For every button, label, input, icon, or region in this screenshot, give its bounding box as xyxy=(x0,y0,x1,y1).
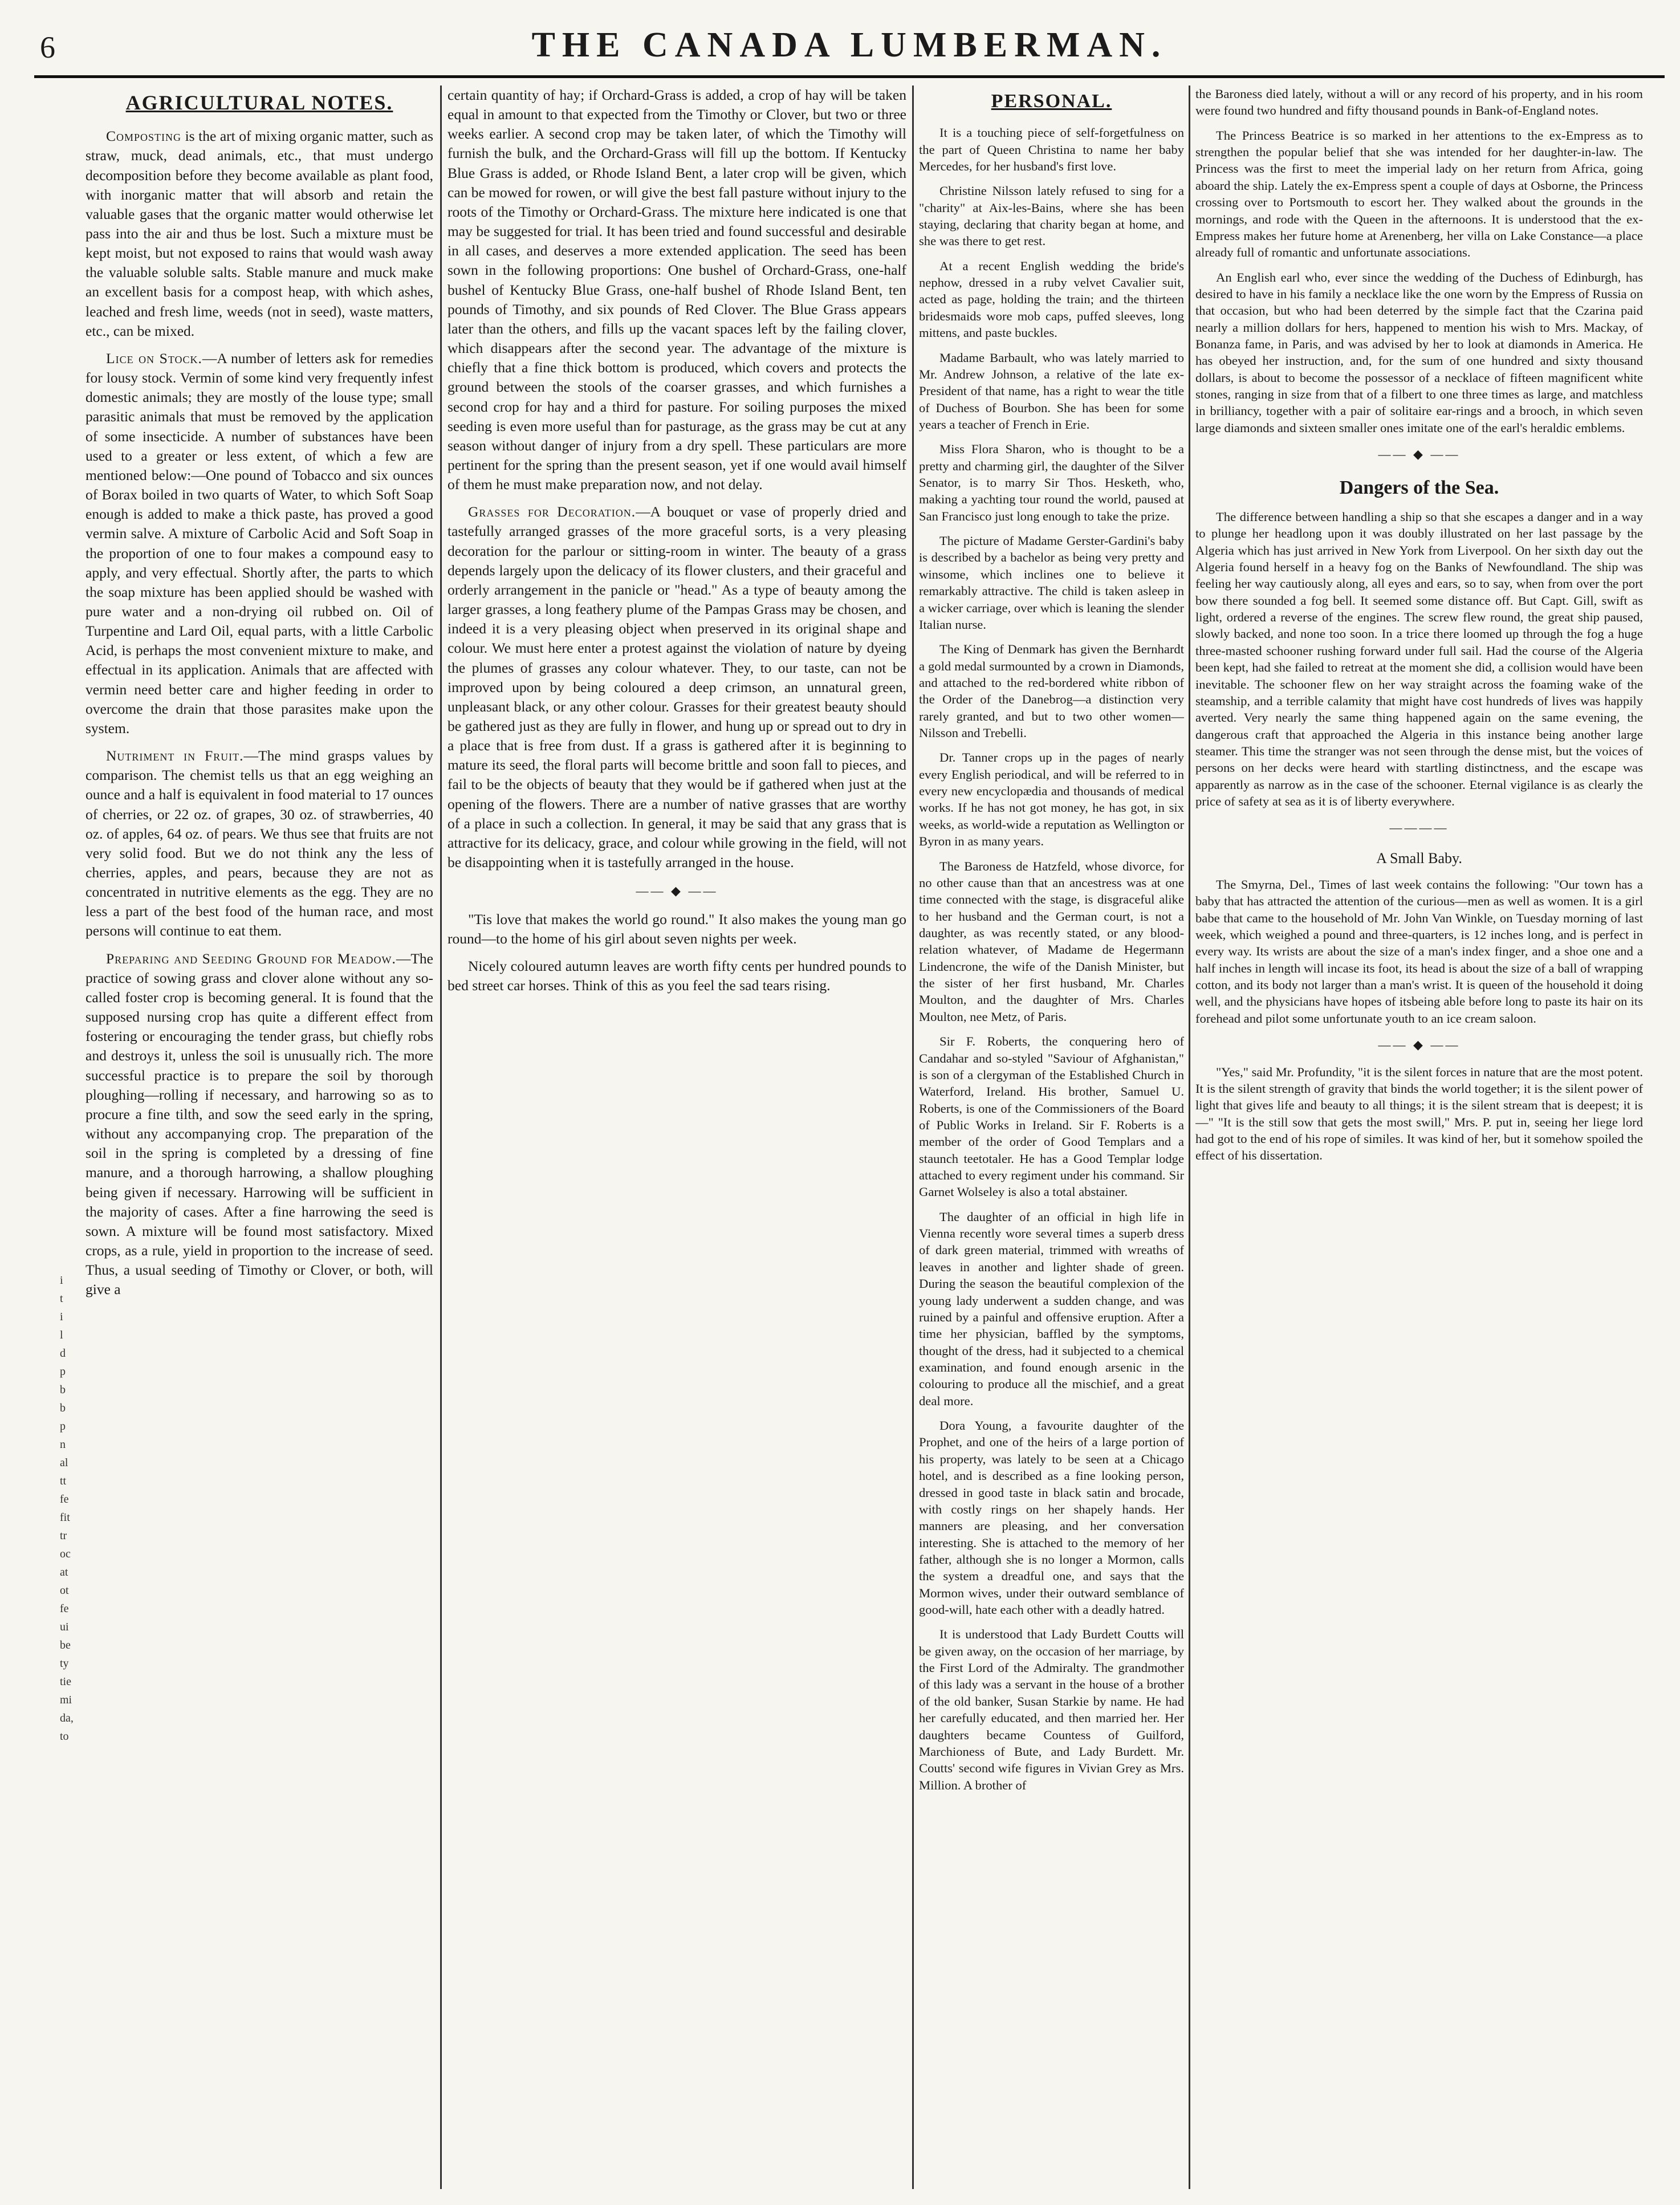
margin-note: i xyxy=(60,1311,63,1323)
article-paragraph: "Tis love that makes the world go round." It also makes the young man go round—to the home of his girl about seven nights per week. xyxy=(448,910,906,947)
ornament-divider: —— ◆ —— xyxy=(1378,1038,1461,1052)
article-paragraph: The picture of Madame Gerster-Gardini's baby is described by a bachelor as being very pretty and winsome, which inclines one to believe it remarkably attractive. The child is taken asleep in a wicker carriage, over which is leaning the slender Italian nurse. xyxy=(919,534,1184,632)
margin-note: ty xyxy=(60,1657,69,1670)
margin-note: oc xyxy=(60,1548,71,1560)
page-number: 6 xyxy=(40,30,55,64)
section-title: AGRICULTURAL NOTES. xyxy=(125,91,393,114)
article-paragraph: The Baroness de Hatzfeld, whose divorce, for no other cause than that an ancestress was at one time connected with the stage, is disgraceful alike to her husband and the German court, is not a daughter, as was recently stated, or any blood-relation whatever, of Madame de Hegermann Lindencrone, the wife of the Danish Minister, but the sister of her first husband, Mr. Charles Moulton, and the daughter of Mrs. Charles Moulton, nee Metz, of Paris. xyxy=(919,859,1184,1024)
article-paragraph: Christine Nilsson lately refused to sing for a "charity" at Aix-les-Bains, where she has been staying, declaring that charity began at home, and she was there to get rest. xyxy=(919,184,1184,249)
margin-note: p xyxy=(60,1365,66,1378)
margin-note: to xyxy=(60,1730,69,1743)
paragraph-lead: Composting xyxy=(106,128,182,145)
margin-note: ot xyxy=(60,1584,69,1597)
margin-note: n xyxy=(60,1438,66,1451)
column-rule xyxy=(1189,86,1190,2189)
masthead-title: THE CANADA LUMBERMAN. xyxy=(531,26,1168,64)
margin-note: p xyxy=(60,1420,66,1433)
margin-note: fe xyxy=(60,1602,69,1615)
margin-note: b xyxy=(60,1384,66,1396)
margin-note: i xyxy=(60,1274,63,1287)
paragraph-body: —A bouquet or vase of properly dried and tastefully arranged grasses of the more graceful sorts, is a very pleasing decoration for the parlour or sitting-room in winter. The beauty of a grass depends largely upon the delicacy of its flower clusters, and their graceful and orderly arrangement in the panicle or "head." As a type of beauty among the larger grasses, a long feathery plume of the Pampas Grass may be chosen, and indeed it is a very pleasing object when preserved in its original shape and colour. We must here enter a protest against the violation of nature by dyeing the plumes of grasses any colour whatever. They, to our taste, can not be improved upon by being coloured a deep crimson, an unnatural green, unpleasant black, or any other colour. Grasses for their greatest beauty should be gathered just as they are fully in flower, and hung up or spread out to dry in a place that is free from dust. If a grass is gathered after it is beginning to mature its seed, the floral parts will become brittle and soon fall to pieces, and fail to be the objects of beauty that they would be if gathered when just at the opening of the flowers. There are a number of native grasses that are worthy of a place in such a collection. In general, it may be said that any grass that is attractive for its delicacy, grace, and colour while growing in the field, will not be disappointing when it is tastefully arranged in the house. xyxy=(448,503,906,871)
article-paragraph: It is understood that Lady Burdett Coutts will be given away, on the occasion of her marriage, by the First Lord of the Admiralty. The grandmother of this lady was a servant in the house of a brother of the old banker, Susan Starkie by name. He had her carefully educated, and then married her. Her daughters became Countess of Guilford, Marchioness of Bute, and Lady Burdett. Mr. Coutts' second wife figures in Vivian Grey as Mrs. Million. A brother of xyxy=(919,1627,1184,1792)
paragraph-body: is the art of mixing organic matter, such as straw, muck, dead animals, etc., that must undergo decomposition before they become available as plant food, with inorganic matter that will absorb and retain the valuable gases that the organic matter would otherwise let pass into the air and thus be lost. Such a mixture must be kept moist, but not exposed to rains that would wash away the valuable soluble salts. Stable manure and muck make an excellent basis for a compost heap, with which ashes, leached and fresh lime, weeds (not in seed), waste matters, etc., can be mixed. xyxy=(86,128,433,339)
column-rule xyxy=(440,86,442,2189)
article-paragraph: The Smyrna, Del., Times of last week contains the following: "Our town has a baby that has attracted the attention of the curious—men as well as women. It is a girl babe that came to the household of Mr. John Van Winkle, on Tuesday morning of last week, which weighed a pound and three-quarters, is 12 inches long, and is perfect in every way. Its wrists are about the size of a man's index finger, and a shoe one and a half inches in length will incase its foot, its head is about the size of a ball of wrapping cotton, and its body not larger than a man's wrist. It is queen of the household it doing well, and the physicians have hopes of itsbeing able before long to paste its hair on its forehead and pilot some unfortunate youth to an ice cream saloon. xyxy=(1195,877,1643,1026)
paragraph-lead: Grasses for Decoration. xyxy=(468,503,636,520)
column-rule xyxy=(912,86,914,2189)
paragraph-body: —A number of letters ask for remedies for lousy stock. Vermin of some kind very frequently infest domestic animals; they are mostly of the louse type; small parasitic animals that must be removed by the application of some insecticide. A number of substances have been used to a greater or less extent, of which a few are mentioned below:—One pound of Tobacco and six ounces of Borax boiled in two quarts of Water, to which Soft Soap enough is added to make a thick paste, has proved a good vermin salve. A mixture of Carbolic Acid and Soft Soap in the proportion of one to four makes a compound easy to apply, and very effectual. Shortly after, the parts to which the soap mixture has been applied should be washed with pure water and a non-drying oil rubbed on. Oil of Turpentine and Lard Oil, equal parts, with a little Carbolic Acid, is perhaps the most convenient mixture to make, and effectual in its application. Animals that are affected with vermin need better care and higher feeding in order to overcome the drain that those parasites make upon the system. xyxy=(86,349,433,737)
margin-note: ui xyxy=(60,1621,69,1633)
page-header xyxy=(34,13,1665,78)
margin-note: d xyxy=(60,1347,66,1360)
section-title: Dangers of the Sea. xyxy=(1339,477,1499,498)
article-paragraph: An English earl who, ever since the wedding of the Duchess of Edinburgh, has desired to have in his family a necklace like the one worn by the Empress of Russia on that occasion, but who had been deterred by the simple fact that the Czarina paid nearly a million dollars for hers, happened to mention his wish to Mrs. Mackay, of Bonanza fame, in Paris, and was advised by her to look at diamonds in America. He has obeyed her instruction, and, for the sum of one hundred and sixty thousand dollars, is about to become the possessor of a necklace of fifteen magnificent white stones, ranging in size from that of a filbert to one three times as large, and matchless in brilliancy, together with a pair of solitaire ear-rings and a brooch, in which seven large diamonds and sixteen smaller ones imitate one of the earl's heraldic emblems. xyxy=(1195,270,1643,435)
margin-note: mi xyxy=(60,1694,72,1706)
column-agricultural-notes xyxy=(86,86,433,2189)
article-paragraph xyxy=(86,127,433,341)
article-paragraph: Miss Flora Sharon, who is thought to be a pretty and charming girl, the daughter of the Silver Senator, is to marry Sir Thos. Hesketh, who, making a yachting tour round the world, paused at San Francisco just long enough to take the prize. xyxy=(919,442,1184,523)
section-title: PERSONAL. xyxy=(991,91,1112,112)
margin-note: tie xyxy=(60,1675,71,1688)
article-paragraph: The difference between handling a ship so that she escapes a danger and in a way to plunge her headlong upon it was doubly illustrated on her last passage by the Algeria which has just arrived in New York from Liverpool. On her sixth day out the Algeria found herself in a heavy fog on the Banks of Newfoundland. The ship was feeling her way cautiously along, all eyes and ears, so to say, when from over the port bow there sounded a fog bell. It seemed some distance off. But Capt. Gill, swift as light, ordered a reverse of the engines. The screw flew round, the great ship paused, slowly backed, and none too soon. In a trice there loomed up through the fog a huge three-masted schooner rushing forward under full sail. Had the course of the Algeria been kept, had she failed to retreat at the moment she did, a collision would have been inevitable. The schooner flew on her way straight across the foaming wake of the steamship, and a terrible calamity that might have cost hundreds of lives was happily averted. Very nearly the same thing happened again on the same evening, the dangerous craft that approached the Algeria in this instance being another large steamer. This time the stranger was not seen through the dense mist, but the voices of persons on her decks were heard with startling distinctness, and the escape was apparently as narrow as in the case of the schooner. Eternal vigilance is as clearly the price of safety at sea as it is of liberty everywhere. xyxy=(1195,509,1643,809)
margin-note: al xyxy=(60,1457,68,1469)
paragraph-body: —The practice of sowing grass and clover alone without any so-called foster crop is becoming general. It is found that the supposed nursing crop has quite a different effect from fostering or encouraging the tender grass, but chiefly robs and destroys it, unless the soil is unusually rich. The more successful practice is to prepare the soil by thorough ploughing—rolling if necessary, and harrowing so as to procure a fine tilth, and sow the seed early in the spring, without any accompanying crop. The preparation of the soil in the spring is completed by a dressing of fine manure, and a thorough harrowing, a shallow ploughing being given if necessary. Harrowing will be sufficient in the majority of cases. After a fine harrowing the seed is sown. A mixture will be found most satisfactory. Mixed crops, as a rule, yield in proportion to the increase of seed. Thus, a usual seeding of Timothy or Clover, or both, will give a xyxy=(86,950,433,1298)
margin-note: tt xyxy=(60,1475,67,1487)
article-paragraph: The daughter of an official in high life in Vienna recently wore several times a superb dress of dark green material, trimmed with wreaths of leaves in another and lighter shade of green. During the season the beautiful complexion of the young lady underwent a sudden change, and was ruined by a painful and offensive eruption. After a time her physician, baffled by the symptoms, thought of the dress, had it subjected to a chemical examination, and found enough arsenic in the colouring to produce all the mischief, and a great deal more. xyxy=(919,1209,1184,1408)
ornament-divider: —— ◆ —— xyxy=(636,884,718,898)
margin-note: at xyxy=(60,1566,68,1579)
article-paragraph: "Yes," said Mr. Profundity, "it is the silent forces in nature that are the most potent. It is the silent strength of gravity that binds the world together; it is the silent power of light that gives life and beauty to all things; it is the silent stream that is deepest; it is—" "It is the still sow that gets the most swill," Mrs. P. put in, seeing her liege lord had got to the end of his rope of similes. It was kind of her, but it somehow spoiled the effect of his dissertation. xyxy=(1195,1064,1643,1163)
article-paragraph: The King of Denmark has given the Bernhardt a gold medal surmounted by a crown in Diamonds, and attached to the red-bordered white ribbon of the Order of the Danebrog—a distinction very rarely granted, and but to two other women—Nilsson and Trebelli. xyxy=(919,642,1184,741)
article-paragraph: The Princess Beatrice is so marked in her attentions to the ex-Empress as to strengthen the popular belief that she was intended for her daughter-in-law. The Princess was the first to meet the imperial lady on her return from Africa, going aboard the ship. Lately the ex-Empress spent a couple of days at Osborne, the Princess crossing over to Portsmouth to escort her. They walked about the grounds in the mornings, and rode with the Queen in the afternoons. It is understood that the ex-Empress makes her future home at Arenenberg, her villa on Lake Constance—a place already full of romantic and unfortunate associations. xyxy=(1195,128,1643,260)
ornament-divider: —— ◆ —— xyxy=(1378,447,1461,462)
column-agricultural-continued xyxy=(448,86,906,2189)
margin-note: l xyxy=(60,1329,63,1341)
margin-note: fe xyxy=(60,1493,69,1506)
paragraph-lead: Preparing and Seeding Ground for Meadow. xyxy=(106,950,396,967)
margin-note: b xyxy=(60,1402,66,1414)
column-personal xyxy=(919,86,1184,2189)
margin-note: be xyxy=(60,1639,71,1651)
article-paragraph xyxy=(86,746,433,941)
article-paragraph xyxy=(448,502,906,872)
article-paragraph: At a recent English wedding the bride's nephow, dressed in a ruby velvet Cavalier suit, acted as page, holding the train; and the thirteen bridesmaids wore mob caps, puffed sleeves, long mittens, and paste buckles. xyxy=(919,258,1184,340)
article-paragraph: certain quantity of hay; if Orchard-Grass is added, a crop of hay will be taken equal in amount to that expected from the Timothy or Clover, but two or three weeks earlier. A second crop may be taken later, of which the Timothy will furnish the bulk, and the Orchard-Grass will fill up the bottom. If Kentucky Blue Grass is added, or Rhode Island Bent, a later crop will be given, which can be mowed for rowen, or will give the best fall pasture without injury to the roots of the Timothy or Orchard-Grass. The mixture here indicated is one that may be suggested for trial. It has been tried and found successful and desirable in all cases, and deserves a more extended application. The seed has been sown in the following proportions: One bushel of Orchard-Grass, one-half bushel of Kentucky Blue Grass, one-half bushel of Rhode Island Bent, ten pounds of Timothy, and six pounds of Red Clover. The Blue Grass appears later than the others, and fills up the vacant spaces left by the failing clover, which disappears after the second year. The advantage of the mixture is chiefly that a fine thick bottom is produced, which covers and protects the ground between the stools of the coarser grasses, and which furnishes a second crop for hay and a third for pasture. For soiling purposes the mixed seeding is even more useful than for pasturage, as the grass may be cut at any season without danger of injury from a dry spell. These particulars are more pertinent for the spring than the present season, yet if one would avail himself of them he must make preparation now, and not delay. xyxy=(448,87,906,493)
margin-note: t xyxy=(60,1292,63,1305)
paragraph-lead: Lice on Stock. xyxy=(106,349,202,367)
article-paragraph: It is a touching piece of self-forgetfulness on the part of Queen Christina to name her baby Mercedes, for her husband's first love. xyxy=(919,125,1184,173)
article-paragraph: Sir F. Roberts, the conquering hero of Candahar and so-styled "Saviour of Afghanistan," is son of a clergyman of the Established Church in Waterford, Ireland. His brother, Samuel U. Roberts, is one of the Commissioners of the Board of Public Works in Ireland. Sir F. Roberts is a member of the order of Good Templars and a staunch teetotaler. He has a Good Templar lodge attached to every regiment under his command. Sir Garnet Wolseley is also a total abstainer. xyxy=(919,1034,1184,1199)
column-miscellany xyxy=(1195,86,1643,2189)
margin-note: fit xyxy=(60,1511,70,1524)
article-paragraph: the Baroness died lately, without a will or any record of his property, and in his room were found two hundred and fifty thousand pounds in Bank-of-England notes. xyxy=(1195,87,1643,118)
margin-notes xyxy=(60,1271,83,1746)
article-paragraph: Dr. Tanner crops up in the pages of nearly every English periodical, and will be referred to in every new encyclopædia and thousands of medical works. If he has not got money, he has got, in six weeks, as world-wide a reputation as Wellington or Byron in as many years. xyxy=(919,750,1184,849)
article-paragraph: Dora Young, a favourite daughter of the Prophet, and one of the heirs of a large portion of his property, was lately to be seen at a Chicago hotel, and is described as a fine looking person, dressed in good taste in black satin and brocade, with costly rings on her shapely hands. Her manners are pleasing, and her conversation interesting. She is attached to the memory of her father, although she is no longer a Mormon, calls the system a dreadful one, and says that the Mormon wives, under their outward semblance of good-will, hate each other with a deadly hatred. xyxy=(919,1418,1184,1617)
paragraph-body: —The mind grasps values by comparison. The chemist tells us that an egg weighing an ounce and a half is equivalent in food material to 17 ounces of cherries, or 22 oz. of grapes, 30 oz. of strawberries, 40 oz. of apples, 64 oz. of pears. We thus see that fruits are not very solid food. But we do not think any the less of cherries, apples, and pears, because they are not as concentrated in nutritive elements as the egg. They are no less a part of the best food of the human race, and most persons will continue to eat them. xyxy=(86,747,433,939)
paragraph-lead: Nutriment in Fruit. xyxy=(106,747,244,764)
article-paragraph: Nicely coloured autumn leaves are worth fifty cents per hundred pounds to bed street car horses. Think of this as you feel the sad tears rising. xyxy=(448,958,906,994)
section-title: A Small Baby. xyxy=(1376,850,1462,867)
article-paragraph xyxy=(86,949,433,1300)
margin-note: tr xyxy=(60,1529,67,1542)
ornament-divider: ———— xyxy=(1389,820,1449,835)
article-paragraph xyxy=(86,349,433,738)
article-paragraph: Madame Barbault, who was lately married to Mr. Andrew Johnson, a relative of the late ex-President of that name, has a right to wear the title of Duchess of Bourbon. She has been for some years a teacher of French in Erie. xyxy=(919,350,1184,432)
margin-note: da, xyxy=(60,1712,74,1724)
